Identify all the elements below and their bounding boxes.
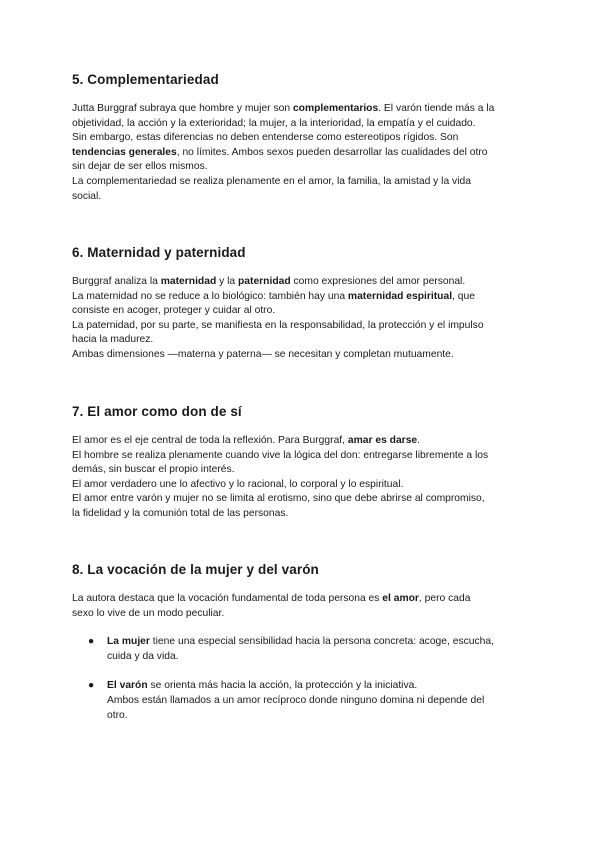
text-run: El amor es el eje central de toda la reflexión. Para Burggraf, bbox=[72, 435, 348, 446]
paragraph-line bbox=[72, 434, 532, 449]
text-run: tiene una especial sensibilidad hacia la persona concreta: acoge, escucha, bbox=[149, 636, 494, 648]
heading-section-7: 7. El amor como don de sí bbox=[72, 404, 242, 419]
paragraph-line: social. bbox=[72, 190, 102, 202]
paragraph-line: la fidelidad y la comunión total de las personas. bbox=[72, 507, 289, 519]
paragraph-line: Ambas dimensiones —materna y paterna— se necesitan y completan mutuamente. bbox=[72, 348, 454, 360]
text-run: La maternidad no se reduce a lo biológico: también hay una bbox=[72, 290, 348, 302]
bold-term: amar es darse bbox=[347, 435, 418, 446]
paragraph-line: demás, sin buscar el propio interés. bbox=[72, 464, 235, 476]
paragraph-line: Ambos están llamados a un amor recíproco donde ninguno domina ni depende del bbox=[107, 694, 485, 706]
section-7-body bbox=[72, 434, 532, 522]
paragraph-line bbox=[72, 290, 532, 305]
text-run: Burggraf analiza la bbox=[72, 276, 161, 287]
text-run: La autora destaca que la vocación fundamental de toda persona es bbox=[72, 593, 383, 604]
bold-term: tendencias generales bbox=[72, 146, 177, 158]
paragraph-line: consiste en acoger, proteger y cuidar al otro. bbox=[72, 305, 276, 317]
paragraph-line: sin dejar de ser ellos mismos. bbox=[72, 161, 208, 173]
section-maternidad-paternidad bbox=[72, 244, 532, 363]
paragraph-line: El amor verdadero une lo afectivo y lo racional, lo corporal y lo espiritual. bbox=[72, 478, 404, 490]
bold-term: maternidad espiritual bbox=[347, 290, 453, 302]
text-run: y la bbox=[216, 276, 238, 287]
text-run: . El varón tiende más a la bbox=[378, 103, 495, 114]
paragraph-line bbox=[107, 679, 532, 694]
paragraph-line: otro. bbox=[107, 709, 128, 721]
paragraph-line: hacia la madurez. bbox=[72, 334, 154, 346]
section-complementariedad bbox=[72, 71, 532, 204]
list-item bbox=[72, 635, 532, 664]
text-run: , no límites. Ambos sexos pueden desarrollar las cualidades del otro bbox=[176, 146, 488, 158]
section-5-body bbox=[72, 102, 532, 204]
bold-term: complementarios bbox=[292, 103, 379, 114]
paragraph-line: objetividad, la acción y la exterioridad; la mujer, a la interioridad, la empatía y el cuidado. bbox=[72, 117, 476, 129]
section-6-body bbox=[72, 275, 532, 363]
paragraph-line: El hombre se realiza plenamente cuando vive la lógica del don: entregarse libremente a los bbox=[72, 449, 489, 461]
bold-term: El varón bbox=[107, 680, 148, 692]
text-run: , pero cada bbox=[418, 593, 471, 604]
heading-section-6: 6. Maternidad y paternidad bbox=[72, 245, 246, 260]
paragraph-line: El amor entre varón y mujer no se limita al erotismo, sino que debe abrirse al compromiso, bbox=[72, 493, 485, 505]
heading-section-5: 5. Complementariedad bbox=[72, 72, 219, 87]
text-run: como expresiones del amor personal. bbox=[290, 276, 466, 287]
paragraph-line bbox=[72, 592, 532, 607]
section-vocacion-mujer-varon bbox=[72, 561, 532, 738]
bold-term: maternidad bbox=[160, 276, 217, 287]
text-run: . bbox=[417, 435, 421, 446]
paragraph-line bbox=[107, 635, 532, 650]
heading-section-8: 8. La vocación de la mujer y del varón bbox=[72, 562, 319, 577]
text-run: se orienta más hacia la acción, la protección y la iniciativa. bbox=[147, 680, 418, 692]
bold-term: el amor bbox=[382, 593, 419, 604]
section-amor-don-de-si bbox=[72, 403, 532, 522]
paragraph-line: Sin embargo, estas diferencias no deben entenderse como estereotipos rígidos. Son bbox=[72, 132, 459, 144]
text-run: Jutta Burggraf subraya que hombre y mujer son bbox=[72, 103, 293, 114]
paragraph-line bbox=[72, 102, 532, 117]
text-run: , que bbox=[452, 290, 475, 302]
section-8-body bbox=[72, 592, 532, 621]
paragraph-line: La paternidad, por su parte, se manifiesta en la responsabilidad, la protección y el impulso bbox=[72, 319, 484, 331]
paragraph-line: La complementariedad se realiza plenamente en el amor, la familia, la amistad y la vida bbox=[72, 175, 471, 187]
paragraph-line bbox=[72, 275, 532, 290]
list-item bbox=[72, 679, 532, 723]
paragraph-line: cuida y da vida. bbox=[107, 650, 179, 662]
bold-term: La mujer bbox=[107, 636, 150, 648]
bullet-icon: ● bbox=[88, 680, 95, 692]
paragraph-line: sexo lo vive de un modo peculiar. bbox=[72, 607, 225, 619]
bullet-list bbox=[72, 635, 532, 723]
paragraph-line bbox=[72, 146, 532, 161]
bullet-icon: ● bbox=[88, 636, 95, 648]
bold-term: paternidad bbox=[238, 276, 291, 287]
